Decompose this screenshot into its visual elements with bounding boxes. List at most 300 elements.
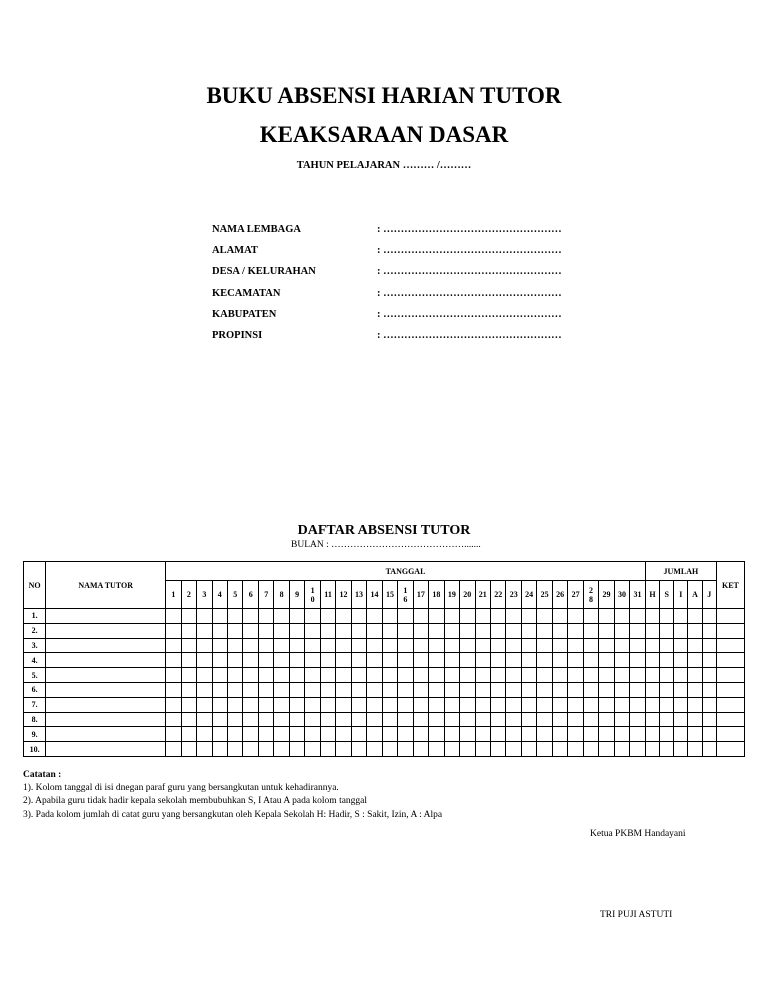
attendance-cell[interactable] — [305, 638, 320, 653]
attendance-cell[interactable] — [716, 638, 744, 653]
attendance-cell[interactable] — [382, 653, 397, 668]
attendance-cell[interactable] — [583, 668, 598, 683]
attendance-cell[interactable] — [506, 609, 521, 624]
attendance-cell[interactable] — [166, 609, 181, 624]
attendance-cell[interactable] — [537, 727, 552, 742]
attendance-cell[interactable] — [660, 682, 674, 697]
attendance-cell[interactable] — [212, 609, 227, 624]
attendance-cell[interactable] — [521, 682, 536, 697]
attendance-cell[interactable] — [716, 697, 744, 712]
attendance-cell[interactable] — [181, 623, 196, 638]
attendance-cell[interactable] — [166, 712, 181, 727]
attendance-cell[interactable] — [228, 668, 243, 683]
attendance-cell[interactable] — [243, 623, 258, 638]
attendance-cell[interactable] — [475, 697, 490, 712]
attendance-cell[interactable] — [537, 742, 552, 757]
attendance-cell[interactable] — [289, 623, 304, 638]
attendance-cell[interactable] — [444, 727, 459, 742]
attendance-cell[interactable] — [599, 609, 614, 624]
attendance-cell[interactable] — [429, 742, 444, 757]
attendance-cell[interactable] — [181, 609, 196, 624]
tutor-name-cell[interactable] — [46, 653, 166, 668]
attendance-cell[interactable] — [599, 623, 614, 638]
attendance-cell[interactable] — [367, 638, 382, 653]
attendance-cell[interactable] — [645, 727, 659, 742]
attendance-cell[interactable] — [351, 623, 366, 638]
attendance-cell[interactable] — [599, 712, 614, 727]
attendance-cell[interactable] — [258, 609, 273, 624]
attendance-cell[interactable] — [413, 712, 428, 727]
attendance-cell[interactable] — [630, 623, 646, 638]
attendance-cell[interactable] — [568, 638, 583, 653]
attendance-cell[interactable] — [460, 653, 475, 668]
attendance-cell[interactable] — [460, 682, 475, 697]
attendance-cell[interactable] — [197, 682, 212, 697]
attendance-cell[interactable] — [490, 712, 505, 727]
attendance-cell[interactable] — [688, 653, 702, 668]
attendance-cell[interactable] — [688, 697, 702, 712]
attendance-cell[interactable] — [583, 609, 598, 624]
attendance-cell[interactable] — [398, 668, 413, 683]
attendance-cell[interactable] — [630, 697, 646, 712]
attendance-cell[interactable] — [460, 638, 475, 653]
attendance-cell[interactable] — [320, 653, 335, 668]
attendance-cell[interactable] — [166, 727, 181, 742]
attendance-cell[interactable] — [181, 653, 196, 668]
attendance-cell[interactable] — [460, 668, 475, 683]
attendance-cell[interactable] — [460, 742, 475, 757]
attendance-cell[interactable] — [552, 712, 567, 727]
attendance-cell[interactable] — [537, 653, 552, 668]
attendance-cell[interactable] — [674, 609, 688, 624]
attendance-cell[interactable] — [398, 682, 413, 697]
attendance-cell[interactable] — [521, 727, 536, 742]
attendance-cell[interactable] — [274, 638, 289, 653]
tutor-name-cell[interactable] — [46, 623, 166, 638]
tutor-name-cell[interactable] — [46, 712, 166, 727]
attendance-cell[interactable] — [429, 727, 444, 742]
attendance-cell[interactable] — [413, 623, 428, 638]
attendance-cell[interactable] — [305, 609, 320, 624]
attendance-cell[interactable] — [490, 668, 505, 683]
attendance-cell[interactable] — [506, 638, 521, 653]
attendance-cell[interactable] — [336, 697, 351, 712]
attendance-cell[interactable] — [382, 609, 397, 624]
attendance-cell[interactable] — [568, 609, 583, 624]
attendance-cell[interactable] — [630, 742, 646, 757]
attendance-cell[interactable] — [197, 653, 212, 668]
attendance-cell[interactable] — [630, 638, 646, 653]
attendance-cell[interactable] — [490, 727, 505, 742]
attendance-cell[interactable] — [645, 712, 659, 727]
attendance-cell[interactable] — [660, 623, 674, 638]
attendance-cell[interactable] — [258, 638, 273, 653]
attendance-cell[interactable] — [413, 742, 428, 757]
attendance-cell[interactable] — [583, 638, 598, 653]
attendance-cell[interactable] — [568, 653, 583, 668]
attendance-cell[interactable] — [490, 638, 505, 653]
attendance-cell[interactable] — [568, 727, 583, 742]
tutor-name-cell[interactable] — [46, 727, 166, 742]
attendance-cell[interactable] — [716, 609, 744, 624]
attendance-cell[interactable] — [258, 668, 273, 683]
attendance-cell[interactable] — [645, 623, 659, 638]
attendance-cell[interactable] — [552, 727, 567, 742]
tutor-name-cell[interactable] — [46, 609, 166, 624]
attendance-cell[interactable] — [382, 623, 397, 638]
attendance-cell[interactable] — [351, 682, 366, 697]
attendance-cell[interactable] — [166, 682, 181, 697]
attendance-cell[interactable] — [674, 742, 688, 757]
attendance-cell[interactable] — [537, 682, 552, 697]
attendance-cell[interactable] — [568, 697, 583, 712]
attendance-cell[interactable] — [274, 742, 289, 757]
attendance-cell[interactable] — [336, 653, 351, 668]
attendance-cell[interactable] — [460, 609, 475, 624]
attendance-cell[interactable] — [212, 742, 227, 757]
attendance-cell[interactable] — [228, 712, 243, 727]
attendance-cell[interactable] — [716, 623, 744, 638]
attendance-cell[interactable] — [521, 653, 536, 668]
attendance-cell[interactable] — [660, 638, 674, 653]
attendance-cell[interactable] — [336, 638, 351, 653]
attendance-cell[interactable] — [243, 668, 258, 683]
attendance-cell[interactable] — [506, 668, 521, 683]
attendance-cell[interactable] — [645, 742, 659, 757]
attendance-cell[interactable] — [429, 668, 444, 683]
attendance-cell[interactable] — [413, 697, 428, 712]
attendance-cell[interactable] — [197, 727, 212, 742]
attendance-cell[interactable] — [197, 697, 212, 712]
attendance-cell[interactable] — [444, 697, 459, 712]
attendance-cell[interactable] — [289, 682, 304, 697]
attendance-cell[interactable] — [702, 712, 716, 727]
attendance-cell[interactable] — [521, 697, 536, 712]
attendance-cell[interactable] — [305, 712, 320, 727]
attendance-cell[interactable] — [398, 609, 413, 624]
attendance-cell[interactable] — [413, 668, 428, 683]
attendance-cell[interactable] — [645, 682, 659, 697]
attendance-cell[interactable] — [674, 623, 688, 638]
attendance-cell[interactable] — [444, 682, 459, 697]
attendance-cell[interactable] — [475, 638, 490, 653]
attendance-cell[interactable] — [475, 727, 490, 742]
attendance-cell[interactable] — [289, 742, 304, 757]
attendance-cell[interactable] — [305, 653, 320, 668]
attendance-cell[interactable] — [506, 682, 521, 697]
attendance-cell[interactable] — [289, 712, 304, 727]
attendance-cell[interactable] — [688, 609, 702, 624]
attendance-cell[interactable] — [305, 623, 320, 638]
attendance-cell[interactable] — [568, 742, 583, 757]
attendance-cell[interactable] — [645, 697, 659, 712]
attendance-cell[interactable] — [583, 623, 598, 638]
attendance-cell[interactable] — [444, 712, 459, 727]
attendance-cell[interactable] — [274, 609, 289, 624]
attendance-cell[interactable] — [212, 653, 227, 668]
attendance-cell[interactable] — [537, 668, 552, 683]
attendance-cell[interactable] — [274, 668, 289, 683]
attendance-cell[interactable] — [490, 742, 505, 757]
attendance-cell[interactable] — [674, 712, 688, 727]
attendance-cell[interactable] — [444, 653, 459, 668]
attendance-cell[interactable] — [645, 653, 659, 668]
attendance-cell[interactable] — [552, 653, 567, 668]
attendance-cell[interactable] — [583, 697, 598, 712]
attendance-cell[interactable] — [351, 653, 366, 668]
attendance-cell[interactable] — [660, 609, 674, 624]
attendance-cell[interactable] — [336, 712, 351, 727]
attendance-cell[interactable] — [289, 609, 304, 624]
attendance-cell[interactable] — [674, 682, 688, 697]
attendance-cell[interactable] — [166, 668, 181, 683]
attendance-cell[interactable] — [614, 697, 629, 712]
attendance-cell[interactable] — [258, 653, 273, 668]
attendance-cell[interactable] — [336, 727, 351, 742]
attendance-cell[interactable] — [413, 638, 428, 653]
attendance-cell[interactable] — [228, 682, 243, 697]
attendance-cell[interactable] — [702, 682, 716, 697]
attendance-cell[interactable] — [336, 668, 351, 683]
attendance-cell[interactable] — [181, 682, 196, 697]
attendance-cell[interactable] — [506, 742, 521, 757]
attendance-cell[interactable] — [351, 668, 366, 683]
attendance-cell[interactable] — [181, 712, 196, 727]
attendance-cell[interactable] — [243, 712, 258, 727]
attendance-cell[interactable] — [305, 668, 320, 683]
attendance-cell[interactable] — [429, 638, 444, 653]
tutor-name-cell[interactable] — [46, 697, 166, 712]
attendance-cell[interactable] — [568, 668, 583, 683]
attendance-cell[interactable] — [320, 682, 335, 697]
attendance-cell[interactable] — [599, 697, 614, 712]
attendance-cell[interactable] — [181, 742, 196, 757]
attendance-cell[interactable] — [460, 623, 475, 638]
attendance-cell[interactable] — [614, 668, 629, 683]
attendance-cell[interactable] — [614, 727, 629, 742]
attendance-cell[interactable] — [552, 638, 567, 653]
attendance-cell[interactable] — [506, 712, 521, 727]
attendance-cell[interactable] — [367, 653, 382, 668]
attendance-cell[interactable] — [490, 682, 505, 697]
attendance-cell[interactable] — [429, 653, 444, 668]
attendance-cell[interactable] — [398, 638, 413, 653]
attendance-cell[interactable] — [243, 697, 258, 712]
attendance-cell[interactable] — [351, 697, 366, 712]
attendance-cell[interactable] — [305, 727, 320, 742]
attendance-cell[interactable] — [674, 727, 688, 742]
attendance-cell[interactable] — [460, 697, 475, 712]
attendance-cell[interactable] — [552, 668, 567, 683]
attendance-cell[interactable] — [305, 697, 320, 712]
attendance-cell[interactable] — [583, 712, 598, 727]
attendance-cell[interactable] — [475, 742, 490, 757]
attendance-cell[interactable] — [320, 742, 335, 757]
attendance-cell[interactable] — [243, 682, 258, 697]
attendance-cell[interactable] — [367, 727, 382, 742]
attendance-cell[interactable] — [716, 712, 744, 727]
attendance-cell[interactable] — [258, 727, 273, 742]
attendance-cell[interactable] — [274, 623, 289, 638]
attendance-cell[interactable] — [521, 668, 536, 683]
attendance-cell[interactable] — [197, 668, 212, 683]
attendance-cell[interactable] — [258, 623, 273, 638]
attendance-cell[interactable] — [382, 697, 397, 712]
attendance-cell[interactable] — [568, 712, 583, 727]
attendance-cell[interactable] — [614, 653, 629, 668]
attendance-cell[interactable] — [181, 668, 196, 683]
attendance-cell[interactable] — [274, 727, 289, 742]
attendance-cell[interactable] — [702, 623, 716, 638]
attendance-cell[interactable] — [181, 727, 196, 742]
attendance-cell[interactable] — [702, 697, 716, 712]
attendance-cell[interactable] — [599, 638, 614, 653]
attendance-cell[interactable] — [645, 668, 659, 683]
attendance-cell[interactable] — [382, 682, 397, 697]
attendance-cell[interactable] — [320, 697, 335, 712]
attendance-cell[interactable] — [212, 668, 227, 683]
attendance-cell[interactable] — [537, 697, 552, 712]
attendance-cell[interactable] — [552, 742, 567, 757]
attendance-cell[interactable] — [660, 727, 674, 742]
attendance-cell[interactable] — [197, 638, 212, 653]
attendance-cell[interactable] — [382, 638, 397, 653]
attendance-cell[interactable] — [228, 727, 243, 742]
attendance-cell[interactable] — [444, 638, 459, 653]
tutor-name-cell[interactable] — [46, 638, 166, 653]
attendance-cell[interactable] — [166, 697, 181, 712]
attendance-cell[interactable] — [228, 653, 243, 668]
attendance-cell[interactable] — [166, 742, 181, 757]
attendance-cell[interactable] — [228, 623, 243, 638]
attendance-cell[interactable] — [243, 742, 258, 757]
attendance-cell[interactable] — [444, 668, 459, 683]
attendance-cell[interactable] — [228, 638, 243, 653]
attendance-cell[interactable] — [274, 712, 289, 727]
attendance-cell[interactable] — [702, 609, 716, 624]
attendance-cell[interactable] — [320, 668, 335, 683]
attendance-cell[interactable] — [212, 623, 227, 638]
attendance-cell[interactable] — [645, 609, 659, 624]
attendance-cell[interactable] — [166, 623, 181, 638]
attendance-cell[interactable] — [460, 712, 475, 727]
attendance-cell[interactable] — [367, 712, 382, 727]
attendance-cell[interactable] — [197, 712, 212, 727]
attendance-cell[interactable] — [243, 727, 258, 742]
attendance-cell[interactable] — [490, 653, 505, 668]
attendance-cell[interactable] — [614, 742, 629, 757]
attendance-cell[interactable] — [716, 653, 744, 668]
attendance-cell[interactable] — [336, 742, 351, 757]
attendance-cell[interactable] — [367, 623, 382, 638]
attendance-cell[interactable] — [444, 742, 459, 757]
attendance-cell[interactable] — [660, 668, 674, 683]
attendance-cell[interactable] — [660, 653, 674, 668]
attendance-cell[interactable] — [688, 668, 702, 683]
attendance-cell[interactable] — [506, 623, 521, 638]
attendance-cell[interactable] — [614, 609, 629, 624]
attendance-cell[interactable] — [351, 742, 366, 757]
attendance-cell[interactable] — [212, 727, 227, 742]
attendance-cell[interactable] — [398, 712, 413, 727]
attendance-cell[interactable] — [398, 697, 413, 712]
attendance-cell[interactable] — [398, 623, 413, 638]
attendance-cell[interactable] — [552, 682, 567, 697]
attendance-cell[interactable] — [413, 727, 428, 742]
attendance-cell[interactable] — [429, 697, 444, 712]
attendance-cell[interactable] — [552, 697, 567, 712]
attendance-cell[interactable] — [181, 697, 196, 712]
attendance-cell[interactable] — [614, 638, 629, 653]
attendance-cell[interactable] — [475, 623, 490, 638]
attendance-cell[interactable] — [688, 712, 702, 727]
attendance-cell[interactable] — [660, 712, 674, 727]
attendance-cell[interactable] — [367, 682, 382, 697]
attendance-cell[interactable] — [413, 609, 428, 624]
attendance-cell[interactable] — [382, 668, 397, 683]
attendance-cell[interactable] — [320, 609, 335, 624]
attendance-cell[interactable] — [490, 609, 505, 624]
attendance-cell[interactable] — [351, 609, 366, 624]
tutor-name-cell[interactable] — [46, 682, 166, 697]
attendance-cell[interactable] — [630, 653, 646, 668]
attendance-cell[interactable] — [506, 727, 521, 742]
attendance-cell[interactable] — [289, 727, 304, 742]
attendance-cell[interactable] — [382, 727, 397, 742]
attendance-cell[interactable] — [258, 712, 273, 727]
attendance-cell[interactable] — [702, 727, 716, 742]
attendance-cell[interactable] — [336, 609, 351, 624]
attendance-cell[interactable] — [702, 742, 716, 757]
attendance-cell[interactable] — [429, 712, 444, 727]
attendance-cell[interactable] — [228, 609, 243, 624]
attendance-cell[interactable] — [506, 653, 521, 668]
attendance-cell[interactable] — [305, 682, 320, 697]
attendance-cell[interactable] — [521, 609, 536, 624]
attendance-cell[interactable] — [688, 727, 702, 742]
attendance-cell[interactable] — [521, 638, 536, 653]
attendance-cell[interactable] — [228, 742, 243, 757]
attendance-cell[interactable] — [716, 668, 744, 683]
attendance-cell[interactable] — [289, 697, 304, 712]
attendance-cell[interactable] — [660, 697, 674, 712]
attendance-cell[interactable] — [320, 623, 335, 638]
attendance-cell[interactable] — [429, 609, 444, 624]
attendance-cell[interactable] — [320, 638, 335, 653]
attendance-cell[interactable] — [568, 623, 583, 638]
attendance-cell[interactable] — [398, 653, 413, 668]
attendance-cell[interactable] — [702, 668, 716, 683]
attendance-cell[interactable] — [289, 653, 304, 668]
attendance-cell[interactable] — [429, 682, 444, 697]
attendance-cell[interactable] — [599, 742, 614, 757]
attendance-cell[interactable] — [688, 682, 702, 697]
attendance-cell[interactable] — [336, 682, 351, 697]
attendance-cell[interactable] — [630, 727, 646, 742]
attendance-cell[interactable] — [475, 653, 490, 668]
attendance-cell[interactable] — [212, 697, 227, 712]
attendance-cell[interactable] — [583, 742, 598, 757]
attendance-cell[interactable] — [688, 623, 702, 638]
attendance-cell[interactable] — [630, 609, 646, 624]
attendance-cell[interactable] — [398, 727, 413, 742]
attendance-cell[interactable] — [444, 623, 459, 638]
attendance-cell[interactable] — [289, 638, 304, 653]
attendance-cell[interactable] — [367, 609, 382, 624]
attendance-cell[interactable] — [367, 668, 382, 683]
attendance-cell[interactable] — [552, 609, 567, 624]
attendance-cell[interactable] — [599, 682, 614, 697]
